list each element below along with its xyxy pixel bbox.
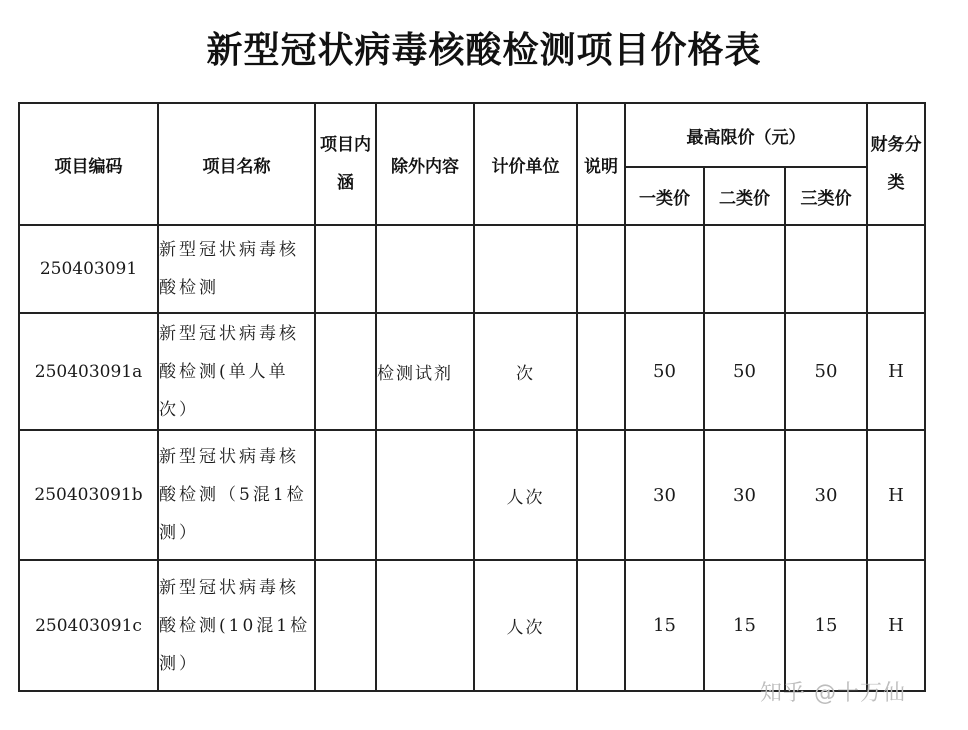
- cell-tier2: [704, 225, 785, 313]
- cell-finance: H: [867, 430, 925, 560]
- page-title: 新型冠状病毒核酸检测项目价格表: [206, 29, 762, 71]
- header-note: 说明: [577, 103, 625, 225]
- table-row: [19, 225, 925, 313]
- cell-note: [577, 560, 625, 691]
- cell-content: [315, 225, 376, 313]
- cell-tier2: 50: [704, 313, 785, 430]
- cell-content: [315, 560, 376, 691]
- cell-tier3: 30: [785, 430, 867, 560]
- cell-tier3: 15: [785, 560, 867, 691]
- cell-tier3: 50: [785, 313, 867, 430]
- cell-note: [577, 313, 625, 430]
- header-name: 项目名称: [158, 103, 315, 225]
- cell-tier1: 30: [625, 430, 704, 560]
- cell-code: 250403091a: [19, 313, 158, 430]
- cell-name: 新型冠状病毒核酸检测(10混1检测）: [158, 560, 315, 691]
- cell-content: [315, 430, 376, 560]
- table-row: [19, 313, 925, 430]
- cell-exclusion: [376, 560, 474, 691]
- cell-content: [315, 313, 376, 430]
- watermark: 知乎 @十万仙: [760, 681, 906, 706]
- cell-name: 新型冠状病毒核酸检测(单人单次）: [158, 313, 315, 430]
- header-finance: 财务分类: [867, 103, 925, 225]
- cell-finance: [867, 225, 925, 313]
- price-table: [18, 102, 926, 692]
- header-content: 项目内涵: [315, 103, 376, 225]
- cell-unit: 次: [474, 313, 577, 430]
- cell-tier1: 15: [625, 560, 704, 691]
- table-row: [19, 430, 925, 560]
- cell-tier1: 50: [625, 313, 704, 430]
- cell-tier1: [625, 225, 704, 313]
- cell-unit: 人次: [474, 560, 577, 691]
- cell-finance: H: [867, 560, 925, 691]
- cell-tier2: 15: [704, 560, 785, 691]
- header-code: 项目编码: [19, 103, 158, 225]
- cell-tier2: 30: [704, 430, 785, 560]
- header-tier2: 二类价: [704, 167, 785, 225]
- cell-unit: 人次: [474, 430, 577, 560]
- cell-exclusion: [376, 225, 474, 313]
- cell-tier3: [785, 225, 867, 313]
- cell-unit: [474, 225, 577, 313]
- cell-name: 新型冠状病毒核酸检测（5混1检测）: [158, 430, 315, 560]
- cell-note: [577, 225, 625, 313]
- header-tier1: 一类价: [625, 167, 704, 225]
- cell-code: 250403091b: [19, 430, 158, 560]
- cell-name: 新型冠状病毒核酸检测: [158, 225, 315, 313]
- header-max-price: 最高限价（元）: [625, 103, 867, 167]
- cell-exclusion: 检测试剂: [376, 313, 474, 430]
- cell-exclusion: [376, 430, 474, 560]
- header-tier3: 三类价: [785, 167, 867, 225]
- header-unit: 计价单位: [474, 103, 577, 225]
- cell-code: 250403091: [19, 225, 158, 313]
- table-row: [19, 560, 925, 691]
- cell-note: [577, 430, 625, 560]
- cell-code: 250403091c: [19, 560, 158, 691]
- header-exclusion: 除外内容: [376, 103, 474, 225]
- cell-finance: H: [867, 313, 925, 430]
